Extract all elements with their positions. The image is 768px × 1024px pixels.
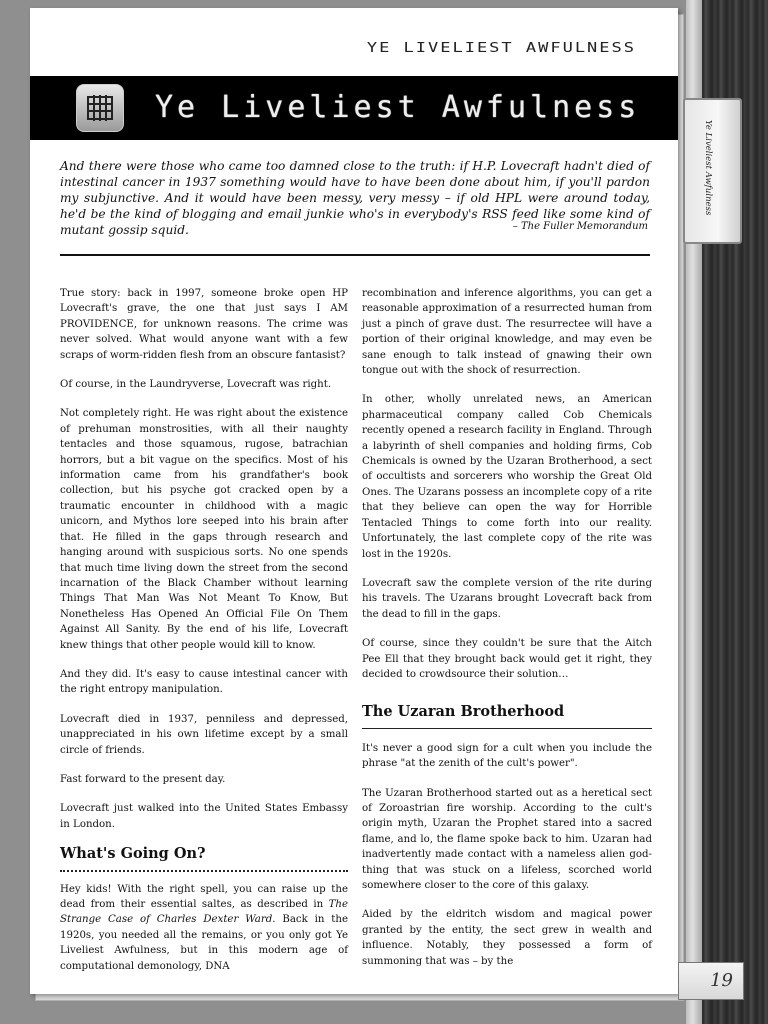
section-tab-label: Ye Liveliest Awfulness — [703, 120, 713, 216]
paragraph: Lovecraft saw the complete version of the rite during his travels. The Uzarans brought Lovecraft back from the dead to fill in the gaps. — [362, 577, 652, 620]
paragraph: Aided by the eldritch wisdom and magical power granted by the entity, the sect grew in wealth and influence. Notably, they possessed a form of summoning that was – by the — [362, 909, 652, 967]
paragraph: Of course, since they couldn't be sure that the Aitch Pee Ell that they brought back would get it right, they decided to crowdsource their solution… — [362, 638, 652, 680]
heading-rule — [362, 728, 652, 729]
section-heading: The Uzaran Brotherhood — [362, 703, 565, 721]
paragraph: And they did. It's easy to cause intestinal cancer with the right entropy manipulation. — [60, 668, 348, 696]
title-band — [30, 76, 678, 140]
paragraph: The Uzaran Brotherhood started out as a heretical sect of Zoroastrian fire worship. According to the cult's origin myth, Uzaran the Prophet stared into a sacred flame, and lo, the flame spoke back to him. Uzaran had inadvertently made contact with a nameless alien god-thing that was stuck on a lifeless, scorched world somewhere closer to the core of this galaxy. — [362, 787, 652, 891]
quote-attribution: – The Fuller Memorandum — [512, 221, 648, 232]
book-title: The Strange Case of Charles Dexter Ward — [60, 899, 348, 926]
page-number-tab — [678, 962, 744, 1000]
heading-dotted-rule — [60, 870, 348, 872]
paragraph: Lovecraft died in 1937, penniless and depressed, unappreciated in his own lifetime except by a small circle of friends. — [60, 713, 348, 756]
paragraph: recombination and inference algorithms, you can get a reasonable approximation of a resurrected human from just a pinch of grave dust. The resurrectee will have a portion of their original knowledge, and may even be sane enough to talk instead of gnawing their own tongue out with the shock of resurrection. — [362, 288, 652, 377]
paragraph: True story: back in 1997, someone broke open HP Lovecraft's grave, the one that just says I AM PROVIDENCE, for unknown reasons. The crime was never solved. What would anyone want with a few scraps of worm-ridden flesh from an obscure fantasist? — [60, 288, 348, 361]
paragraph — [60, 882, 348, 974]
section-tab[interactable] — [683, 98, 742, 244]
paragraph: Lovecraft just walked into the United States Embassy in London. — [60, 803, 348, 830]
paragraph: It's never a good sign for a cult when you include the phrase "at the zenith of the cult's power". — [362, 742, 652, 770]
paragraph-text: Hey kids! With the right spell, you can raise up the dead from their essential saltes, as described in — [60, 883, 348, 910]
intro-quote: And there were those who came too damned close to the truth: if H.P. Lovecraft hadn't died of intestinal cancer in 1937 something would have to have been done about him, if you'll pardon my subjunctive. And it would have been messy, very messy – if old HPL were around today, he'd be the kind of blogging and email junkie who's in everybody's RSS feed like some kind of mutant gossip squid. — [60, 159, 650, 237]
header-rule — [60, 254, 650, 256]
paragraph: Fast forward to the present day. — [60, 773, 226, 785]
paragraph: In other, wholly unrelated news, an American pharmaceutical company called Cob Chemicals recently opened a research facility in England. Through a labyrinth of shell companies and holding firms, Cob Chemicals is owned by the Uzaran Brotherhood, a sect of occultists and sorcerers who worship the Great Old Ones. The Uzarans possess an incomplete copy of a rite that they believe can open the way for Horrible Tentacled Things to come forth into our reality. Unfortunately, the last complete copy of the rite was lost in the 1920s. — [362, 394, 652, 560]
running-head: YE LIVELIEST AWFULNESS — [366, 40, 636, 56]
paragraph: Not completely right. He was right about the existence of prehuman monstrosities, with all their naughty tentacles and those squamous, rugose, batrachian horrors, but a bit vague on the specifics. Most of his information came from his grandfather's book collection, but his psyche got cracked open by a traumatic encounter in childhood with a magic unicorn, and Mythos lore seeped into his brain after that. He filled in the gaps through research and hanging around with suspicious sorts. No one spends that much time living down the street from the second incarnation of the Black Chamber without learning Things That Man Was Not Meant To Know, But Nonetheless Has Opened An Official File On Them Against All Sanity. By the end of his life, Lovecraft knew things that other people would kill to know. — [60, 408, 348, 651]
section-heading: What's Going On? — [60, 845, 206, 863]
page-title: Ye Liveliest Awfulness — [155, 90, 641, 125]
page-number: 19 — [710, 970, 733, 991]
paragraph: Of course, in the Laundryverse, Lovecraft was right. — [60, 379, 332, 391]
document-page — [30, 8, 678, 994]
right-column — [362, 286, 652, 983]
portcullis-icon — [76, 84, 124, 132]
paragraph-text: . Back in the 1920s, you needed all the remains, or you only got Ye Liveliest Awfulness, but in this modern age of computational demonology, DNA — [60, 914, 348, 972]
left-column — [60, 286, 348, 988]
